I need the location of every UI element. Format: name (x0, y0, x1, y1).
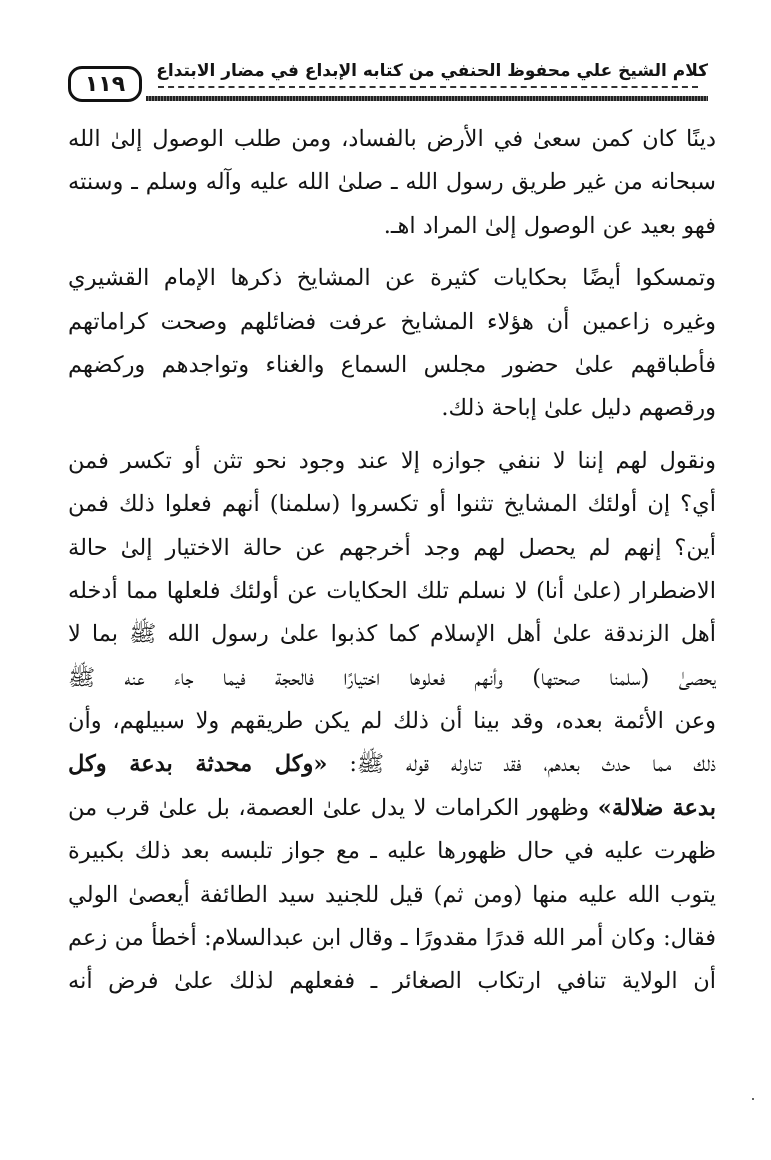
text-line: وتمسكوا أيضًا بحكايات كثيرة عن المشايخ ذكرها الإمام القشيري (68, 265, 716, 292)
paragraph-1 (68, 118, 716, 248)
text-line: سبحانه من غير طريق رسول الله ـ صلىٰ الله عليه وآله وسلم ـ وسنته (68, 169, 716, 196)
paragraph-spacer (68, 431, 716, 440)
text-line: فقال: وكان أمر الله قدرًا مقدورًا ـ وقال ابن عبدالسلام: أخطأ من زعم (68, 925, 716, 952)
text-line-with-hadith (68, 787, 716, 830)
text-line: يتوب الله عليه منها (ومن ثم) قيل للجنيد سيد الطائفة أيعصىٰ الولي (68, 881, 716, 908)
text-line: يحصىٰ (سلمنا صحتها) وأنهم فعلوها اختيارًا فالحجة فيما جاء عنه ﷺ (68, 664, 716, 691)
running-title: كلام الشيخ علي محفوظ الحنفي من كتابه الإبداع في مضار الابتداع (156, 61, 708, 81)
paragraph-2 (68, 257, 716, 431)
text-line: وعن الأئمة بعده، وقد بينا أن ذلك لم يكن طريقهم ولا سبيلهم، وأن (68, 708, 716, 735)
text-line: أن الولاية تنافي ارتكاب الصغائر ـ ففعلهم لذلك علىٰ فرض أنه (68, 968, 716, 995)
page-number: ١١٩ (68, 66, 142, 102)
header-rule (146, 96, 708, 101)
text-line: أهل الزندقة علىٰ أهل الإسلام كما كذبوا علىٰ رسول الله ﷺ بما لا (68, 621, 716, 648)
paragraph-3 (68, 440, 716, 1004)
text-line: ورقصهم دليل علىٰ إباحة ذلك. (441, 395, 716, 422)
scan-speck (752, 1098, 754, 1100)
body-text (68, 118, 716, 1004)
text-line: ظهرت عليه في حال ظهورها عليه ـ مع جواز تلبسه بعد ذلك بكبيرة (68, 838, 716, 865)
text-line: دينًا كان كمن سعىٰ في الأرض بالفساد، ومن طلب الوصول إلىٰ الله (68, 126, 716, 152)
page-header (68, 58, 708, 108)
text-line: ونقول لهم إننا لا ننفي جوازه إلا عند وجود نحو تثن أو تكسر فمن (68, 447, 716, 474)
text-line: فأطباقهم علىٰ حضور مجلس السماع والغناء وتواجدهم وركضهم (68, 351, 716, 378)
paragraph-spacer (68, 248, 716, 257)
text-line: الاضطرار (علىٰ أنا) لا نسلم تلك الحكايات عن أولئك فلعلها مما أدخله (68, 577, 716, 604)
header-dashed-divider (158, 86, 698, 88)
hadith-quote-end: بدعة ضلالة» (597, 794, 716, 821)
text-line: أين؟ إنهم لم يحصل لهم وجد أخرجهم عن حالة الاختيار إلىٰ حالة (68, 534, 716, 561)
text-segment: وظهور الكرامات لا يدل علىٰ العصمة، بل علىٰ قرب من (68, 794, 598, 821)
text-line: فهو بعيد عن الوصول إلىٰ المراد اهـ. (383, 212, 716, 239)
text-segment: ذلك مما حدث بعدهم، فقد تناوله قوله ﷺ: (327, 751, 716, 778)
text-line: أي؟ إن أولئك المشايخ تثنوا أو تكسروا (سلمنا) أنهم فعلوا ذلك فمن (68, 491, 716, 518)
hadith-quote-start: «وكل محدثة بدعة وكل (68, 751, 328, 778)
text-line: وغيره زاعمين أن هؤلاء المشايخ عرفت فضائلهم وصحت كراماتهم (68, 308, 716, 335)
text-line-with-hadith (68, 743, 716, 786)
